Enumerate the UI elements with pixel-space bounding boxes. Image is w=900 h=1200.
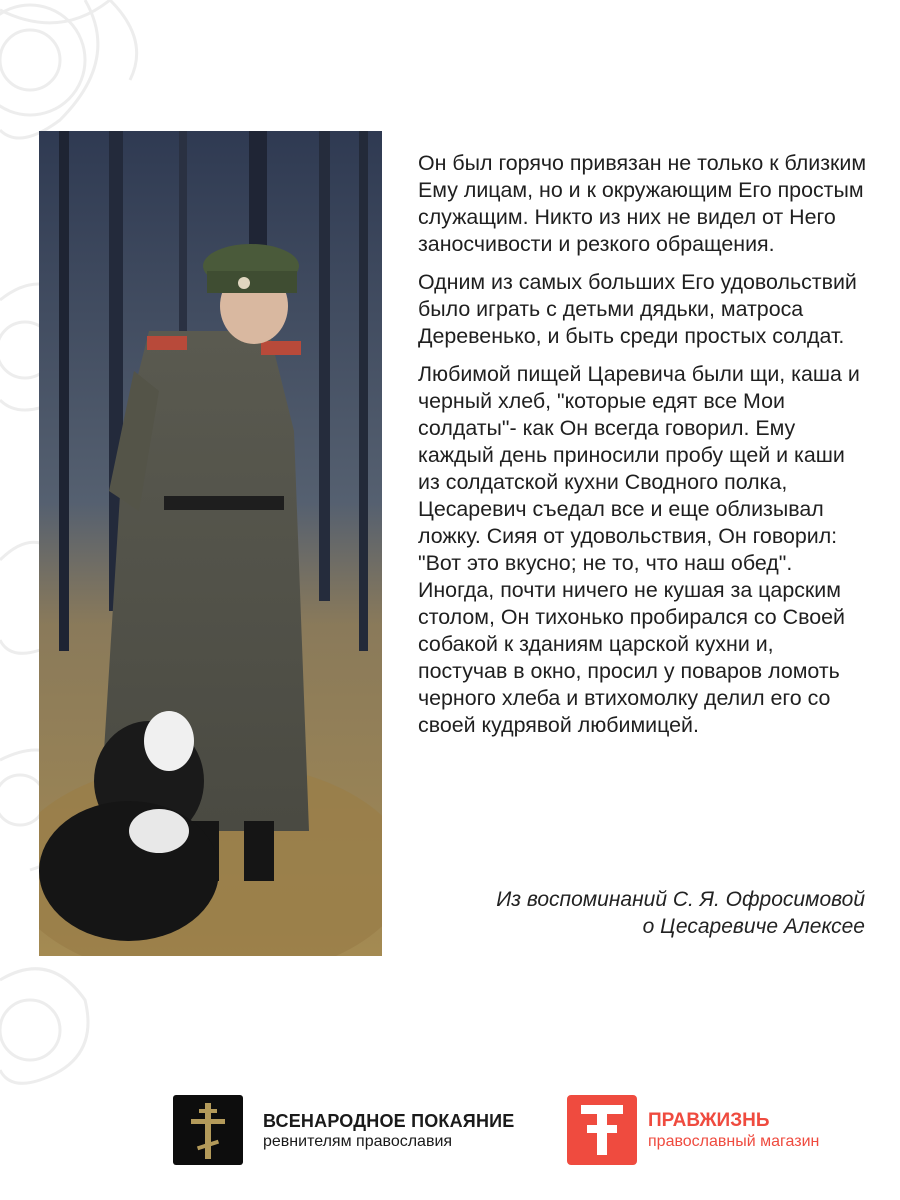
- orthodox-cross-icon[interactable]: [173, 1095, 243, 1165]
- attribution: [418, 886, 865, 940]
- brand-right-name: ПРАВЖИЗНЬ: [648, 1110, 770, 1131]
- cross-logo-icon[interactable]: [567, 1095, 637, 1165]
- brand-right-subtitle: православный магазин: [648, 1133, 820, 1150]
- brand-pravzhizn[interactable]: [648, 1110, 819, 1152]
- attribution-line-2: о Цесаревиче Алексее: [642, 915, 865, 938]
- paragraph-2: Одним из самых больших Его удовольствий было играть с детьми дядьки, матроса Деревенько, и быть среди простых солдат.: [418, 270, 857, 348]
- paragraph-3: Любимой пищей Царевича были щи, каша и черный хлеб, "которые едят все Мои солдаты"- как Он всегда говорил. Ему каждый день приносили пробу щей и каши из солдатской кухни Сводного полка, Цесаревич съедал все и еще облизывал ложку. Сияя от удовольствия, Он говорил: "Вот это вкусно; не то, что наш обед". Иногда, почти ничего не кушая за царским столом, Он тихонько пробирался со Своей собакой к зданиям царской кухни и, постучав в окно, просил у поваров ломоть черного хлеба и втихомолку делил его со своей кудрявой любимицей.: [418, 362, 860, 737]
- brand-left-subtitle: ревнителям православия: [263, 1133, 453, 1150]
- paragraph-1: Он был горячо привязан не только к близким Ему лицам, но и к окружающим Его простым служащим. Никто из них не видел от Него заносчивости и резкого обращения.: [418, 151, 867, 256]
- attribution-line-1: Из воспоминаний С. Я. Офросимовой: [496, 888, 865, 911]
- quote-text: [418, 150, 868, 750]
- brand-left-name: ВСЕНАРОДНОЕ ПОКАЯНИЕ: [263, 1111, 515, 1131]
- footer: [0, 1090, 900, 1170]
- historical-photo: [39, 131, 382, 956]
- brand-vsenarodnoe[interactable]: [263, 1110, 514, 1152]
